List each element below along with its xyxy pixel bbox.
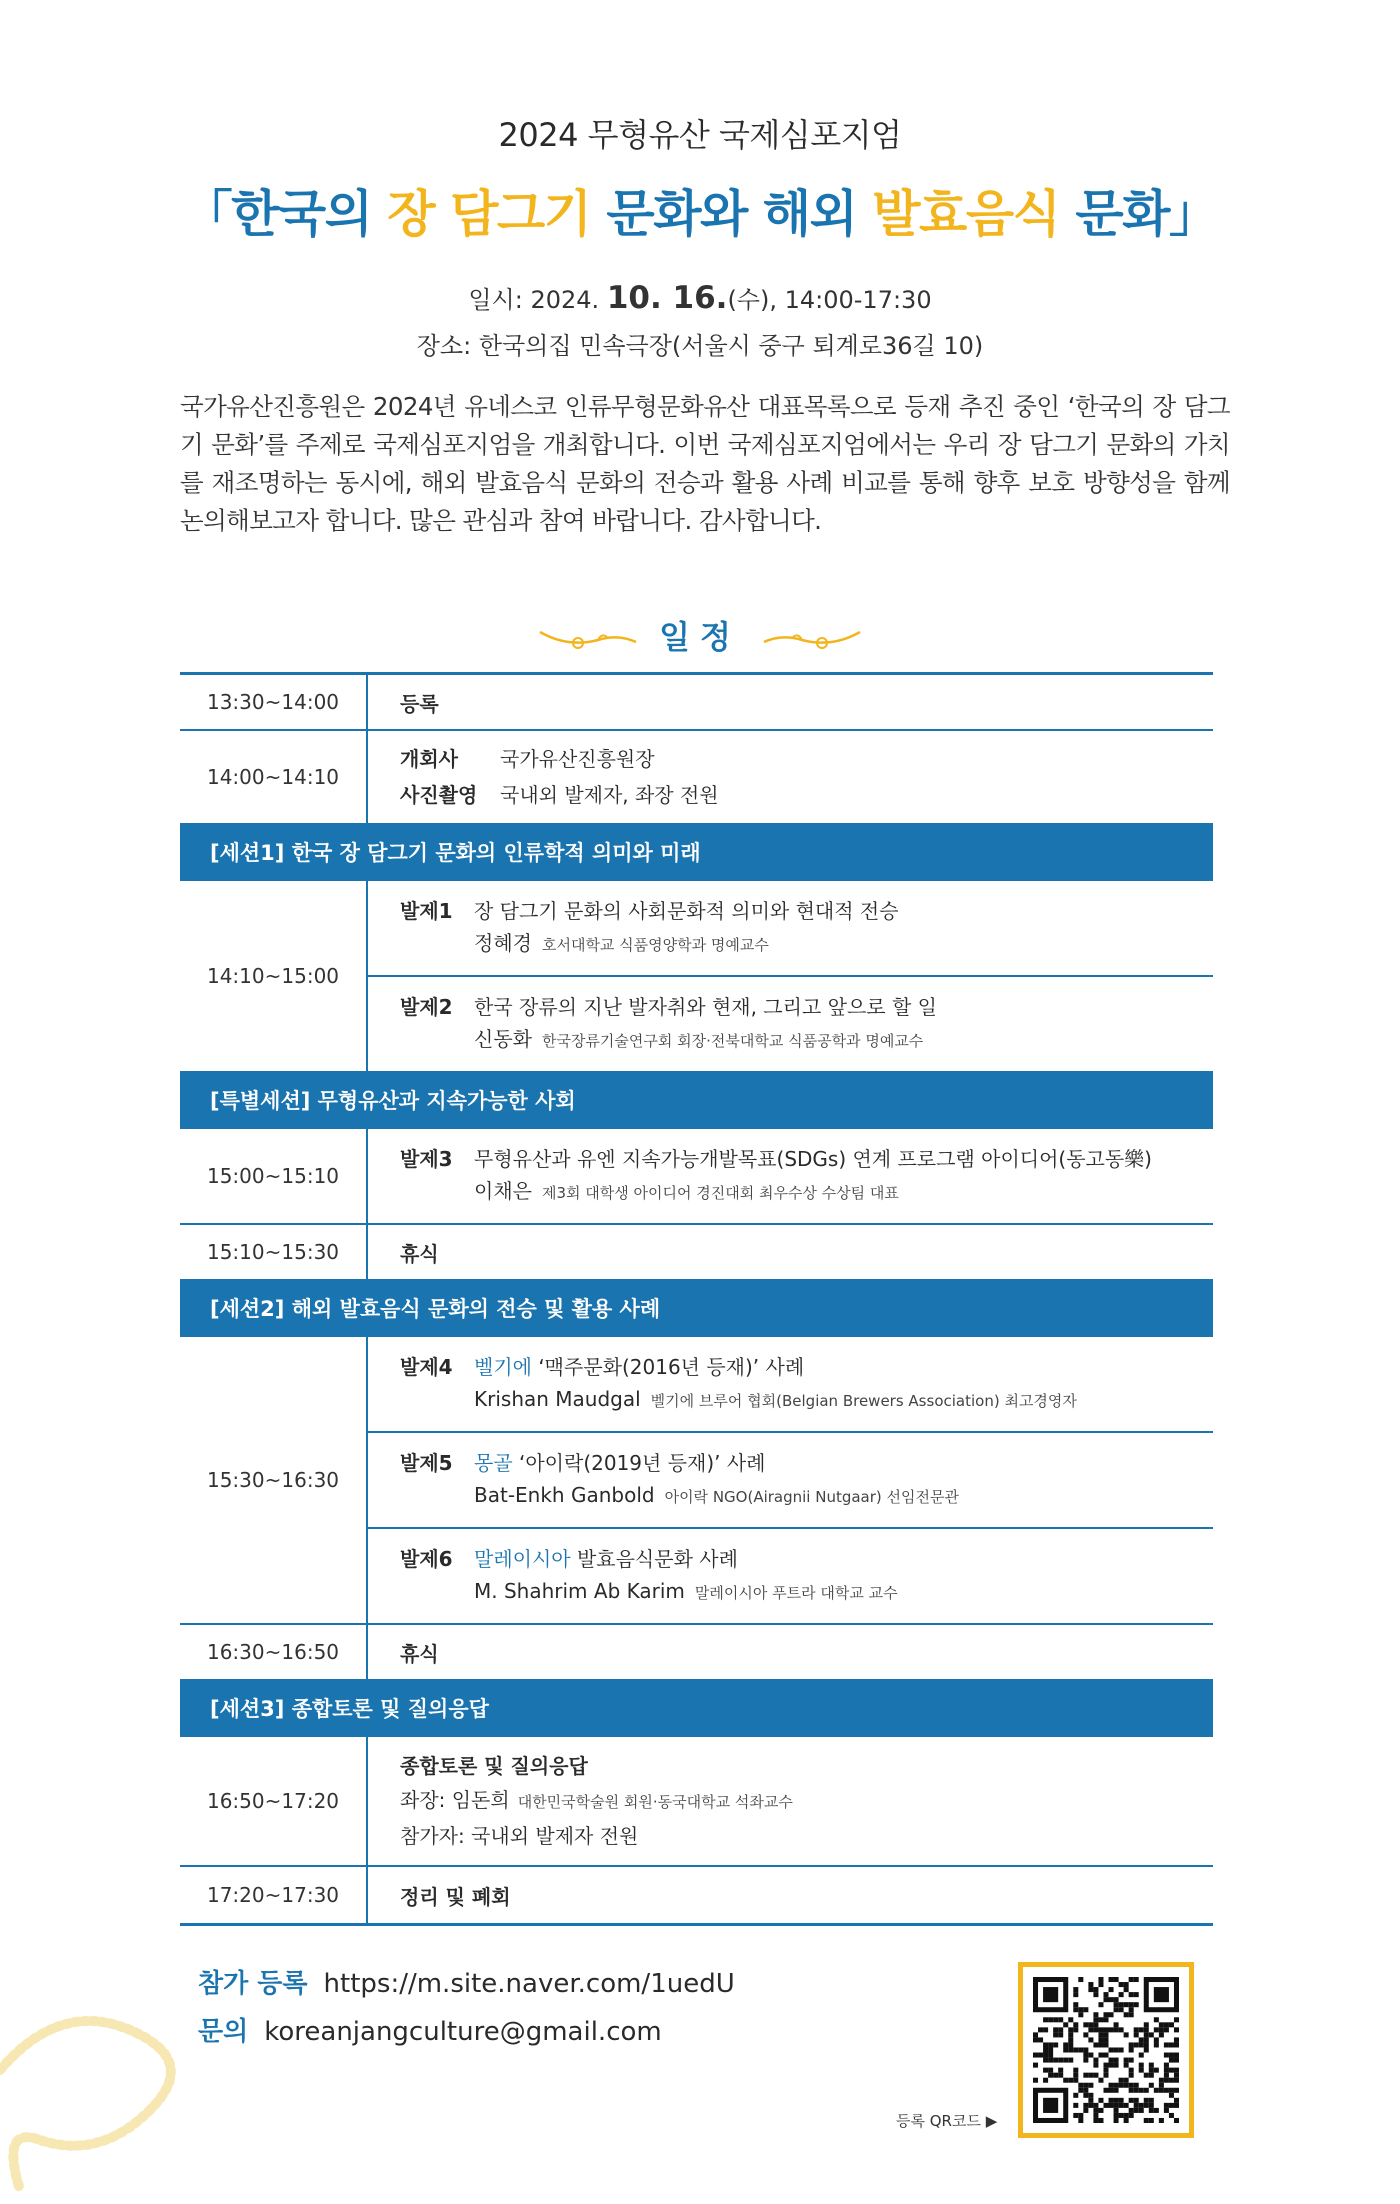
item-label: 휴식	[400, 1241, 439, 1266]
schedule-row-session2	[180, 1337, 1213, 1625]
title-bracket-close: 」	[1168, 185, 1218, 243]
title-part: 문화	[1059, 185, 1169, 243]
title-part-highlight: 장 담그기	[387, 185, 591, 243]
intro-paragraph: 국가유산진흥원은 2024년 유네스코 인류무형문화유산 대표목록으로 등재 추진 중인 ‘한국의 장 담그기 문화’를 주제로 국제심포지엄을 개최합니다. 이번 국제심포지엄에서는 우리 장 담그기 문화의 가치를 재조명하는 동시에, 해외 발효음식 문화의 전승과 활용 사례 비교를 통해 향후 보호 방향성을 함께 논의해보고자 합니다. 많은 관심과 참여 바랍니다. 감사합니다.	[180, 392, 1230, 535]
title-part: 한국의	[231, 185, 388, 243]
schedule-row-closing	[180, 1867, 1213, 1923]
ornament-right-icon	[762, 626, 862, 652]
presentation-item: 발제6 말레이시아 발효음식문화 사례 M. Shahrim Ab Karim 말레이시아 푸트라 대학교 교수	[400, 1547, 898, 1603]
presenter-name: Krishan Maudgal	[474, 1387, 641, 1411]
discussion-title: 종합토론 및 질의응답	[400, 1754, 588, 1778]
time-cell: 14:00~14:10	[180, 731, 368, 823]
ornament-left-icon	[538, 626, 638, 652]
session-header: [세션3] 종합토론 및 질의응답	[180, 1681, 1213, 1737]
opening-item: 개회사 국가유산진흥원장	[400, 747, 655, 771]
item-label: 휴식	[400, 1641, 439, 1666]
session-header: [특별세션] 무형유산과 지속가능한 사회	[180, 1073, 1213, 1129]
presentation-item: 발제5 몽골 ‘아이락(2019년 등재)’ 사례 Bat-Enkh Ganbold 아이락 NGO(Airagnii Nutgaar) 선임전문관	[368, 1433, 1213, 1529]
qr-caption: 등록 QR코드 ▶	[896, 2112, 998, 2130]
schedule-row-session3	[180, 1737, 1213, 1867]
time-cell: 15:30~16:30	[180, 1337, 368, 1623]
discussion-chair: 좌장: 임돈희 대한민국학술원 회원·동국대학교 석좌교수	[400, 1788, 793, 1812]
time-cell: 16:30~16:50	[180, 1625, 368, 1679]
presenter-name: 이채은	[474, 1179, 532, 1203]
registration-line: 참가 등록 https://m.site.naver.com/1uedU	[198, 1969, 735, 1999]
discussion-panel: 참가자: 국내외 발제자 전원	[400, 1824, 639, 1848]
title-part-highlight: 발효음식	[872, 185, 1060, 243]
schedule-row-opening	[180, 731, 1213, 825]
event-venue: 장소: 한국의집 민속극장(서울시 중구 퇴계로36길 10)	[416, 332, 984, 360]
schedule-row-break	[180, 1225, 1213, 1281]
presenter-affiliation: 한국장류기술연구회 회장·전북대학교 식품공학과 명예교수	[541, 1032, 924, 1050]
time-cell: 16:50~17:20	[180, 1737, 368, 1865]
time-cell: 15:00~15:10	[180, 1129, 368, 1223]
presenter-name: Bat-Enkh Ganbold	[474, 1483, 655, 1507]
schedule-row-session1	[180, 881, 1213, 1073]
schedule-heading: 일정	[0, 612, 1400, 658]
schedule-table	[180, 672, 1213, 1926]
event-date: 일시: 2024. 10. 16.(수), 14:00-17:30	[468, 280, 932, 316]
registration-link[interactable]: https://m.site.naver.com/1uedU	[323, 1969, 735, 1999]
title-part: 문화와 해외	[590, 185, 873, 243]
presenter-affiliation: 아이락 NGO(Airagnii Nutgaar) 선임전문관	[664, 1488, 959, 1506]
presenter-name: 정혜경	[474, 931, 532, 955]
schedule-row-registration	[180, 675, 1213, 731]
presenter-name: 신동화	[474, 1027, 532, 1051]
header	[0, 110, 1400, 361]
inquiry-email[interactable]: koreanjangculture@gmail.com	[264, 2017, 662, 2047]
qr-code[interactable]	[1018, 1962, 1194, 2138]
time-cell: 17:20~17:30	[180, 1867, 368, 1923]
presenter-affiliation: 벨기에 브루어 협회(Belgian Brewers Association) 최고경영자	[650, 1392, 1077, 1410]
event-subtitle: 2024 무형유산 국제심포지엄	[498, 116, 902, 154]
item-label: 정리 및 폐회	[400, 1884, 511, 1909]
presenter-name: M. Shahrim Ab Karim	[474, 1579, 685, 1603]
qr-code-icon	[1033, 1977, 1179, 2123]
presenter-affiliation: 말레이시아 푸트라 대학교 교수	[694, 1584, 898, 1602]
presentation-item: 발제2 한국 장류의 지난 발자취와 현재, 그리고 앞으로 할 일 신동화 한국장류기술연구회 회장·전북대학교 식품공학과 명예교수	[400, 995, 937, 1051]
time-cell: 14:10~15:00	[180, 881, 368, 1071]
presentation-item: 발제1 장 담그기 문화의 사회문화적 의미와 현대적 전승 정혜경 호서대학교 식품영양학과 명예교수	[368, 881, 1213, 977]
event-title	[0, 174, 1400, 246]
session-header: [세션1] 한국 장 담그기 문화의 인류학적 의미와 미래	[180, 825, 1213, 881]
inquiry-line: 문의 koreanjangculture@gmail.com	[198, 2017, 662, 2047]
time-cell: 15:10~15:30	[180, 1225, 368, 1279]
item-label: 등록	[400, 691, 439, 716]
schedule-row-special	[180, 1129, 1213, 1225]
presentation-item: 발제4 벨기에 ‘맥주문화(2016년 등재)’ 사례 Krishan Maudgal 벨기에 브루어 협회(Belgian Brewers Association) 최고경영자	[368, 1337, 1213, 1433]
session-header: [세션2] 해외 발효음식 문화의 전승 및 활용 사례	[180, 1281, 1213, 1337]
presentation-item: 발제3 무형유산과 유엔 지속가능개발목표(SDGs) 연계 프로그램 아이디어(동고동樂) 이채은 제3회 대학생 아이디어 경진대회 최우수상 수상팀 대표	[400, 1147, 1152, 1203]
contact-block	[198, 1960, 735, 2056]
opening-item: 사진촬영 국내외 발제자, 좌장 전원	[400, 783, 719, 807]
presenter-affiliation: 제3회 대학생 아이디어 경진대회 최우수상 수상팀 대표	[541, 1184, 899, 1202]
schedule-row-break	[180, 1625, 1213, 1681]
title-bracket-open: 「	[182, 185, 232, 243]
time-cell: 13:30~14:00	[180, 675, 368, 729]
presenter-affiliation: 호서대학교 식품영양학과 명예교수	[541, 936, 769, 954]
